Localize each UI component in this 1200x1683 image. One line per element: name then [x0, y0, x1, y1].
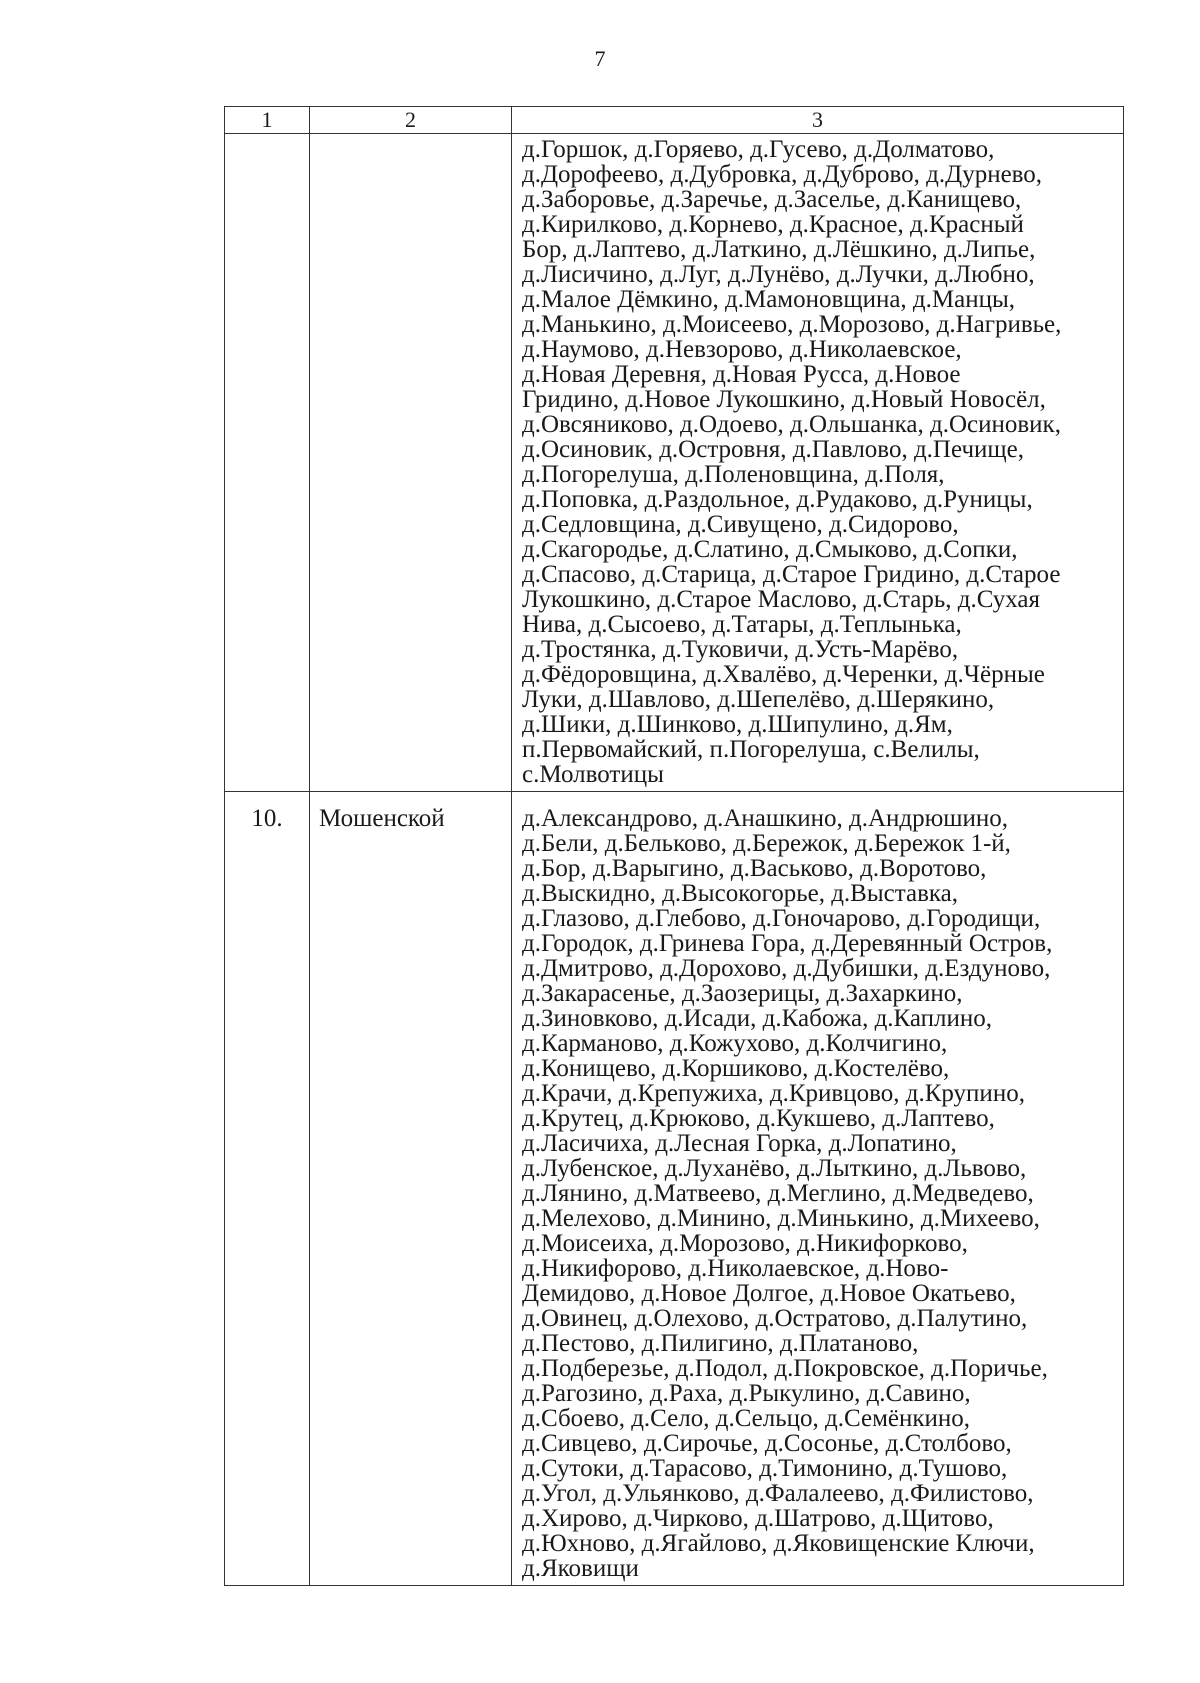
locality-line: д.Дмитрово, д.Дорохово, д.Дубишки, д.Ездуново,: [522, 955, 1051, 982]
locality-line: д.Пестово, д.Пилигино, д.Платаново,: [522, 1330, 919, 1357]
locality-line: д.Бели, д.Бельково, д.Бережок, д.Бережок 1-й,: [522, 830, 1011, 857]
locality-line: Демидово, д.Новое Долгое, д.Новое Окатьево,: [522, 1280, 1016, 1307]
locality-line: д.Овинец, д.Олехово, д.Остратово, д.Палутино,: [522, 1305, 1028, 1332]
locality-line: д.Тростянка, д.Туковичи, д.Усть-Марёво,: [522, 636, 959, 663]
locality-line: д.Заборовье, д.Заречье, д.Заселье, д.Канищево,: [522, 186, 1022, 213]
locality-line: д.Новая Деревня, д.Новая Русса, д.Новое: [522, 361, 961, 388]
settlement-name: [310, 134, 512, 792]
locality-line: д.Осиновик, д.Островня, д.Павлово, д.Печище,: [522, 436, 1024, 463]
locality-line: Гридино, д.Новое Лукошкино, д.Новый Новосёл,: [522, 386, 1046, 413]
locality-line: д.Юхново, д.Ягайлово, д.Яковищенские Ключи,: [522, 1530, 1035, 1557]
locality-line: д.Фёдоровщина, д.Хвалёво, д.Черенки, д.Чёрные: [522, 661, 1045, 688]
locality-line: д.Угол, д.Ульянково, д.Фалалеево, д.Филистово,: [522, 1480, 1034, 1507]
locality-line: д.Карманово, д.Кожухово, д.Колчигино,: [522, 1030, 948, 1057]
locality-line: д.Крачи, д.Крепужиха, д.Кривцово, д.Крупино,: [522, 1080, 1025, 1107]
column-header-settlement: 2: [310, 107, 512, 134]
column-header-localities: 3: [512, 107, 1124, 134]
localities-list: [512, 134, 1124, 792]
locality-line: Нива, д.Сысоево, д.Татары, д.Теплынька,: [522, 611, 962, 638]
table-row: [225, 792, 1124, 1586]
locality-line: д.Мелехово, д.Минино, д.Минькино, д.Михеево,: [522, 1205, 1040, 1232]
settlements-table: [224, 106, 1124, 1586]
locality-line: д.Спасово, д.Старица, д.Старое Гридино, д.Старое: [522, 561, 1061, 588]
locality-line: д.Городок, д.Гринева Гора, д.Деревянный Остров,: [522, 930, 1053, 957]
locality-line: д.Малое Дёмкино, д.Мамоновщина, д.Манцы,: [522, 286, 1016, 313]
locality-line: д.Хирово, д.Чирково, д.Шатрово, д.Щитово,: [522, 1505, 994, 1532]
locality-line: д.Моисеиха, д.Морозово, д.Никифорково,: [522, 1230, 968, 1257]
locality-line: д.Никифорово, д.Николаевское, д.Ново-: [522, 1255, 949, 1282]
table-header-row: [225, 107, 1124, 134]
locality-line: д.Овсяниково, д.Одоево, д.Ольшанка, д.Осиновик,: [522, 411, 1061, 438]
locality-line: д.Яковищи: [522, 1555, 639, 1582]
locality-line: д.Кирилково, д.Корнево, д.Красное, д.Красный: [522, 211, 1024, 238]
locality-line: д.Погорелуша, д.Поленовщина, д.Поля,: [522, 461, 945, 488]
locality-line: д.Шики, д.Шинково, д.Шипулино, д.Ям,: [522, 711, 953, 738]
locality-line: д.Сбоево, д.Село, д.Сельцо, д.Семёнкино,: [522, 1405, 971, 1432]
locality-line: д.Крутец, д.Крюково, д.Кукшево, д.Лаптево,: [522, 1105, 995, 1132]
locality-line: д.Дорофеево, д.Дубровка, д.Дуброво, д.Дурнево,: [522, 161, 1043, 188]
locality-line: д.Наумово, д.Невзорово, д.Николаевское,: [522, 336, 962, 363]
locality-line: д.Ласичиха, д.Лесная Горка, д.Лопатино,: [522, 1130, 957, 1157]
locality-line: д.Зиновково, д.Исади, д.Кабожа, д.Каплино,: [522, 1005, 993, 1032]
locality-line: д.Лубенское, д.Луханёво, д.Лыткино, д.Львово,: [522, 1155, 1027, 1182]
row-number: 10.: [225, 792, 310, 1586]
locality-line: д.Манькино, д.Моисеево, д.Морозово, д.Нагривье,: [522, 311, 1062, 338]
locality-line: д.Глазово, д.Глебово, д.Гоночарово, д.Городищи,: [522, 905, 1041, 932]
locality-line: Лукошкино, д.Старое Маслово, д.Старь, д.Сухая: [522, 586, 1041, 613]
settlement-name: Мошенской: [310, 792, 512, 1586]
locality-line: п.Первомайский, п.Погорелуша, с.Велилы,: [522, 736, 980, 763]
locality-line: Бор, д.Лаптево, д.Латкино, д.Лёшкино, д.Липье,: [522, 236, 1036, 263]
locality-line: д.Выскидно, д.Высокогорье, д.Выставка,: [522, 880, 958, 907]
locality-line: д.Закарасенье, д.Заозерицы, д.Захаркино,: [522, 980, 963, 1007]
locality-line: д.Рагозино, д.Раха, д.Рыкулино, д.Савино,: [522, 1380, 971, 1407]
locality-line: д.Бор, д.Варыгино, д.Васьково, д.Воротово,: [522, 855, 987, 882]
page-number: 7: [594, 46, 606, 71]
locality-line: д.Горшок, д.Горяево, д.Гусево, д.Долматово,: [522, 136, 995, 163]
locality-line: д.Седловщина, д.Сивущено, д.Сидорово,: [522, 511, 959, 538]
localities-list: [512, 792, 1124, 1586]
column-header-number: 1: [225, 107, 310, 134]
locality-line: д.Скагородье, д.Слатино, д.Смыково, д.Сопки,: [522, 536, 1018, 563]
locality-line: д.Сивцево, д.Сирочье, д.Сосонье, д.Столбово,: [522, 1430, 1012, 1457]
row-number: [225, 134, 310, 792]
locality-line: д.Подберезье, д.Подол, д.Покровское, д.Поричье,: [522, 1355, 1048, 1382]
table-row: [225, 134, 1124, 792]
locality-line: д.Александрово, д.Анашкино, д.Андрюшино,: [522, 805, 1009, 832]
locality-line: д.Конищево, д.Коршиково, д.Костелёво,: [522, 1055, 950, 1082]
locality-line: д.Сутоки, д.Тарасово, д.Тимонино, д.Тушово,: [522, 1455, 1008, 1482]
locality-line: с.Молвотицы: [522, 761, 664, 788]
locality-line: д.Лянино, д.Матвеево, д.Меглино, д.Медведево,: [522, 1180, 1034, 1207]
locality-line: Луки, д.Шавлово, д.Шепелёво, д.Шерякино,: [522, 686, 995, 713]
locality-line: д.Поповка, д.Раздольное, д.Рудаково, д.Руницы,: [522, 486, 1033, 513]
locality-line: д.Лисичино, д.Луг, д.Лунёво, д.Лучки, д.Любно,: [522, 261, 1035, 288]
